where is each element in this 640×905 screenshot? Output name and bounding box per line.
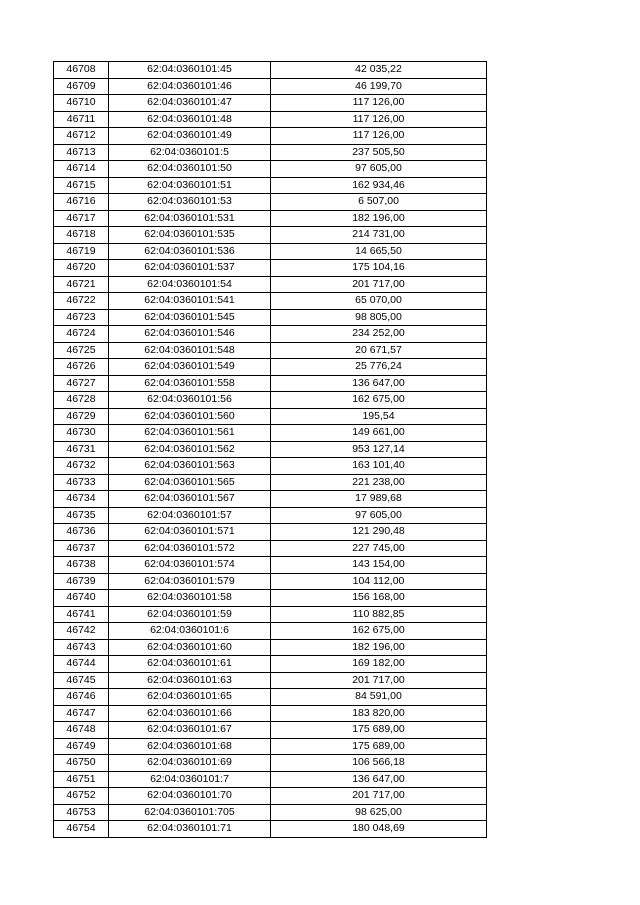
value-cell: 97 605,00: [271, 161, 487, 178]
cadastral-number-cell: 62:04:0360101:548: [109, 342, 271, 359]
value-cell: 121 290,48: [271, 524, 487, 541]
table-row: [54, 309, 487, 326]
row-number-cell: 46747: [54, 705, 109, 722]
cadastral-number-cell: 62:04:0360101:57: [109, 507, 271, 524]
row-number-cell: 46722: [54, 293, 109, 310]
table-row: [54, 540, 487, 557]
row-number-cell: 46753: [54, 804, 109, 821]
table-row: [54, 375, 487, 392]
row-number-cell: 46712: [54, 128, 109, 145]
row-number-cell: 46721: [54, 276, 109, 293]
row-number-cell: 46710: [54, 95, 109, 112]
row-number-cell: 46738: [54, 557, 109, 574]
value-cell: 98 625,00: [271, 804, 487, 821]
row-number-cell: 46725: [54, 342, 109, 359]
row-number-cell: 46744: [54, 656, 109, 673]
table-row: [54, 474, 487, 491]
row-number-cell: 46720: [54, 260, 109, 277]
value-cell: 149 661,00: [271, 425, 487, 442]
table-row: [54, 293, 487, 310]
cadastral-number-cell: 62:04:0360101:537: [109, 260, 271, 277]
row-number-cell: 46734: [54, 491, 109, 508]
row-number-cell: 46715: [54, 177, 109, 194]
row-number-cell: 46752: [54, 788, 109, 805]
cadastral-number-cell: 62:04:0360101:574: [109, 557, 271, 574]
table-row: [54, 177, 487, 194]
value-cell: 14 665,50: [271, 243, 487, 260]
cadastral-number-cell: 62:04:0360101:60: [109, 639, 271, 656]
row-number-cell: 46729: [54, 408, 109, 425]
table-row: [54, 507, 487, 524]
cadastral-number-cell: 62:04:0360101:63: [109, 672, 271, 689]
row-number-cell: 46723: [54, 309, 109, 326]
cadastral-number-cell: 62:04:0360101:546: [109, 326, 271, 343]
cadastral-number-cell: 62:04:0360101:531: [109, 210, 271, 227]
value-cell: 42 035,22: [271, 62, 487, 79]
cadastral-number-cell: 62:04:0360101:54: [109, 276, 271, 293]
cadastral-number-cell: 62:04:0360101:535: [109, 227, 271, 244]
value-cell: 169 182,00: [271, 656, 487, 673]
row-number-cell: 46711: [54, 111, 109, 128]
cadastral-number-cell: 62:04:0360101:70: [109, 788, 271, 805]
table-row: [54, 194, 487, 211]
row-number-cell: 46716: [54, 194, 109, 211]
cadastral-number-cell: 62:04:0360101:45: [109, 62, 271, 79]
cadastral-number-cell: 62:04:0360101:53: [109, 194, 271, 211]
table-row: [54, 458, 487, 475]
table-row: [54, 392, 487, 409]
value-cell: 46 199,70: [271, 78, 487, 95]
table-row: [54, 227, 487, 244]
value-cell: 163 101,40: [271, 458, 487, 475]
value-cell: 183 820,00: [271, 705, 487, 722]
value-cell: 117 126,00: [271, 111, 487, 128]
table-row: [54, 243, 487, 260]
value-cell: 182 196,00: [271, 210, 487, 227]
table-row: [54, 705, 487, 722]
table-row: [54, 573, 487, 590]
row-number-cell: 46714: [54, 161, 109, 178]
table-row: [54, 755, 487, 772]
value-cell: 156 168,00: [271, 590, 487, 607]
table-row: [54, 161, 487, 178]
row-number-cell: 46733: [54, 474, 109, 491]
table-row: [54, 260, 487, 277]
table-body: [54, 62, 487, 838]
value-cell: 953 127,14: [271, 441, 487, 458]
table-row: [54, 210, 487, 227]
cadastral-number-cell: 62:04:0360101:571: [109, 524, 271, 541]
cadastral-number-cell: 62:04:0360101:48: [109, 111, 271, 128]
cadastral-number-cell: 62:04:0360101:536: [109, 243, 271, 260]
value-cell: 175 689,00: [271, 738, 487, 755]
cadastral-number-cell: 62:04:0360101:46: [109, 78, 271, 95]
table-row: [54, 821, 487, 838]
cadastral-value-table: [53, 61, 487, 838]
row-number-cell: 46718: [54, 227, 109, 244]
table-row: [54, 722, 487, 739]
cadastral-number-cell: 62:04:0360101:58: [109, 590, 271, 607]
cadastral-number-cell: 62:04:0360101:67: [109, 722, 271, 739]
value-cell: 136 647,00: [271, 375, 487, 392]
table-row: [54, 788, 487, 805]
row-number-cell: 46739: [54, 573, 109, 590]
value-cell: 175 689,00: [271, 722, 487, 739]
row-number-cell: 46743: [54, 639, 109, 656]
cadastral-number-cell: 62:04:0360101:567: [109, 491, 271, 508]
table-row: [54, 524, 487, 541]
value-cell: 20 671,57: [271, 342, 487, 359]
row-number-cell: 46736: [54, 524, 109, 541]
cadastral-number-cell: 62:04:0360101:560: [109, 408, 271, 425]
cadastral-number-cell: 62:04:0360101:563: [109, 458, 271, 475]
table-row: [54, 639, 487, 656]
row-number-cell: 46719: [54, 243, 109, 260]
table-row: [54, 144, 487, 161]
value-cell: 97 605,00: [271, 507, 487, 524]
row-number-cell: 46708: [54, 62, 109, 79]
row-number-cell: 46732: [54, 458, 109, 475]
row-number-cell: 46728: [54, 392, 109, 409]
row-number-cell: 46737: [54, 540, 109, 557]
cadastral-number-cell: 62:04:0360101:545: [109, 309, 271, 326]
value-cell: 104 112,00: [271, 573, 487, 590]
table-row: [54, 78, 487, 95]
row-number-cell: 46713: [54, 144, 109, 161]
value-cell: 17 989,68: [271, 491, 487, 508]
value-cell: 136 647,00: [271, 771, 487, 788]
row-number-cell: 46740: [54, 590, 109, 607]
table-row: [54, 62, 487, 79]
cadastral-number-cell: 62:04:0360101:66: [109, 705, 271, 722]
table-row: [54, 111, 487, 128]
cadastral-number-cell: 62:04:0360101:5: [109, 144, 271, 161]
value-cell: 227 745,00: [271, 540, 487, 557]
value-cell: 234 252,00: [271, 326, 487, 343]
row-number-cell: 46709: [54, 78, 109, 95]
row-number-cell: 46748: [54, 722, 109, 739]
value-cell: 201 717,00: [271, 788, 487, 805]
row-number-cell: 46754: [54, 821, 109, 838]
table-row: [54, 804, 487, 821]
value-cell: 84 591,00: [271, 689, 487, 706]
cadastral-number-cell: 62:04:0360101:549: [109, 359, 271, 376]
row-number-cell: 46751: [54, 771, 109, 788]
value-cell: 117 126,00: [271, 128, 487, 145]
table-row: [54, 425, 487, 442]
table-row: [54, 689, 487, 706]
cadastral-number-cell: 62:04:0360101:7: [109, 771, 271, 788]
row-number-cell: 46749: [54, 738, 109, 755]
table-row: [54, 359, 487, 376]
table-row: [54, 557, 487, 574]
table-row: [54, 95, 487, 112]
cadastral-number-cell: 62:04:0360101:65: [109, 689, 271, 706]
cadastral-number-cell: 62:04:0360101:47: [109, 95, 271, 112]
value-cell: 65 070,00: [271, 293, 487, 310]
cadastral-number-cell: 62:04:0360101:705: [109, 804, 271, 821]
value-cell: 110 882,85: [271, 606, 487, 623]
table-row: [54, 623, 487, 640]
value-cell: 25 776,24: [271, 359, 487, 376]
row-number-cell: 46730: [54, 425, 109, 442]
value-cell: 221 238,00: [271, 474, 487, 491]
cadastral-number-cell: 62:04:0360101:49: [109, 128, 271, 145]
row-number-cell: 46745: [54, 672, 109, 689]
table-row: [54, 128, 487, 145]
value-cell: 175 104,16: [271, 260, 487, 277]
row-number-cell: 46742: [54, 623, 109, 640]
table-row: [54, 738, 487, 755]
cadastral-number-cell: 62:04:0360101:59: [109, 606, 271, 623]
cadastral-number-cell: 62:04:0360101:579: [109, 573, 271, 590]
table-row: [54, 342, 487, 359]
value-cell: 180 048,69: [271, 821, 487, 838]
cadastral-number-cell: 62:04:0360101:69: [109, 755, 271, 772]
table-row: [54, 656, 487, 673]
cadastral-number-cell: 62:04:0360101:51: [109, 177, 271, 194]
value-cell: 162 934,46: [271, 177, 487, 194]
value-cell: 162 675,00: [271, 623, 487, 640]
row-number-cell: 46750: [54, 755, 109, 772]
table-row: [54, 441, 487, 458]
value-cell: 106 566,18: [271, 755, 487, 772]
row-number-cell: 46741: [54, 606, 109, 623]
cadastral-number-cell: 62:04:0360101:572: [109, 540, 271, 557]
cadastral-number-cell: 62:04:0360101:71: [109, 821, 271, 838]
value-cell: 143 154,00: [271, 557, 487, 574]
row-number-cell: 46727: [54, 375, 109, 392]
cadastral-number-cell: 62:04:0360101:68: [109, 738, 271, 755]
cadastral-number-cell: 62:04:0360101:558: [109, 375, 271, 392]
value-cell: 162 675,00: [271, 392, 487, 409]
value-cell: 98 805,00: [271, 309, 487, 326]
row-number-cell: 46726: [54, 359, 109, 376]
cadastral-number-cell: 62:04:0360101:50: [109, 161, 271, 178]
table-row: [54, 326, 487, 343]
cadastral-number-cell: 62:04:0360101:562: [109, 441, 271, 458]
value-cell: 182 196,00: [271, 639, 487, 656]
value-cell: 195,54: [271, 408, 487, 425]
table-row: [54, 590, 487, 607]
table-row: [54, 771, 487, 788]
table-row: [54, 491, 487, 508]
row-number-cell: 46731: [54, 441, 109, 458]
row-number-cell: 46735: [54, 507, 109, 524]
cadastral-number-cell: 62:04:0360101:6: [109, 623, 271, 640]
value-cell: 237 505,50: [271, 144, 487, 161]
cadastral-number-cell: 62:04:0360101:561: [109, 425, 271, 442]
cadastral-number-cell: 62:04:0360101:541: [109, 293, 271, 310]
table-row: [54, 672, 487, 689]
value-cell: 117 126,00: [271, 95, 487, 112]
value-cell: 201 717,00: [271, 672, 487, 689]
row-number-cell: 46746: [54, 689, 109, 706]
table-row: [54, 408, 487, 425]
cadastral-number-cell: 62:04:0360101:565: [109, 474, 271, 491]
value-cell: 201 717,00: [271, 276, 487, 293]
cadastral-number-cell: 62:04:0360101:56: [109, 392, 271, 409]
value-cell: 214 731,00: [271, 227, 487, 244]
value-cell: 6 507,00: [271, 194, 487, 211]
row-number-cell: 46717: [54, 210, 109, 227]
row-number-cell: 46724: [54, 326, 109, 343]
table-row: [54, 606, 487, 623]
cadastral-number-cell: 62:04:0360101:61: [109, 656, 271, 673]
table-row: [54, 276, 487, 293]
